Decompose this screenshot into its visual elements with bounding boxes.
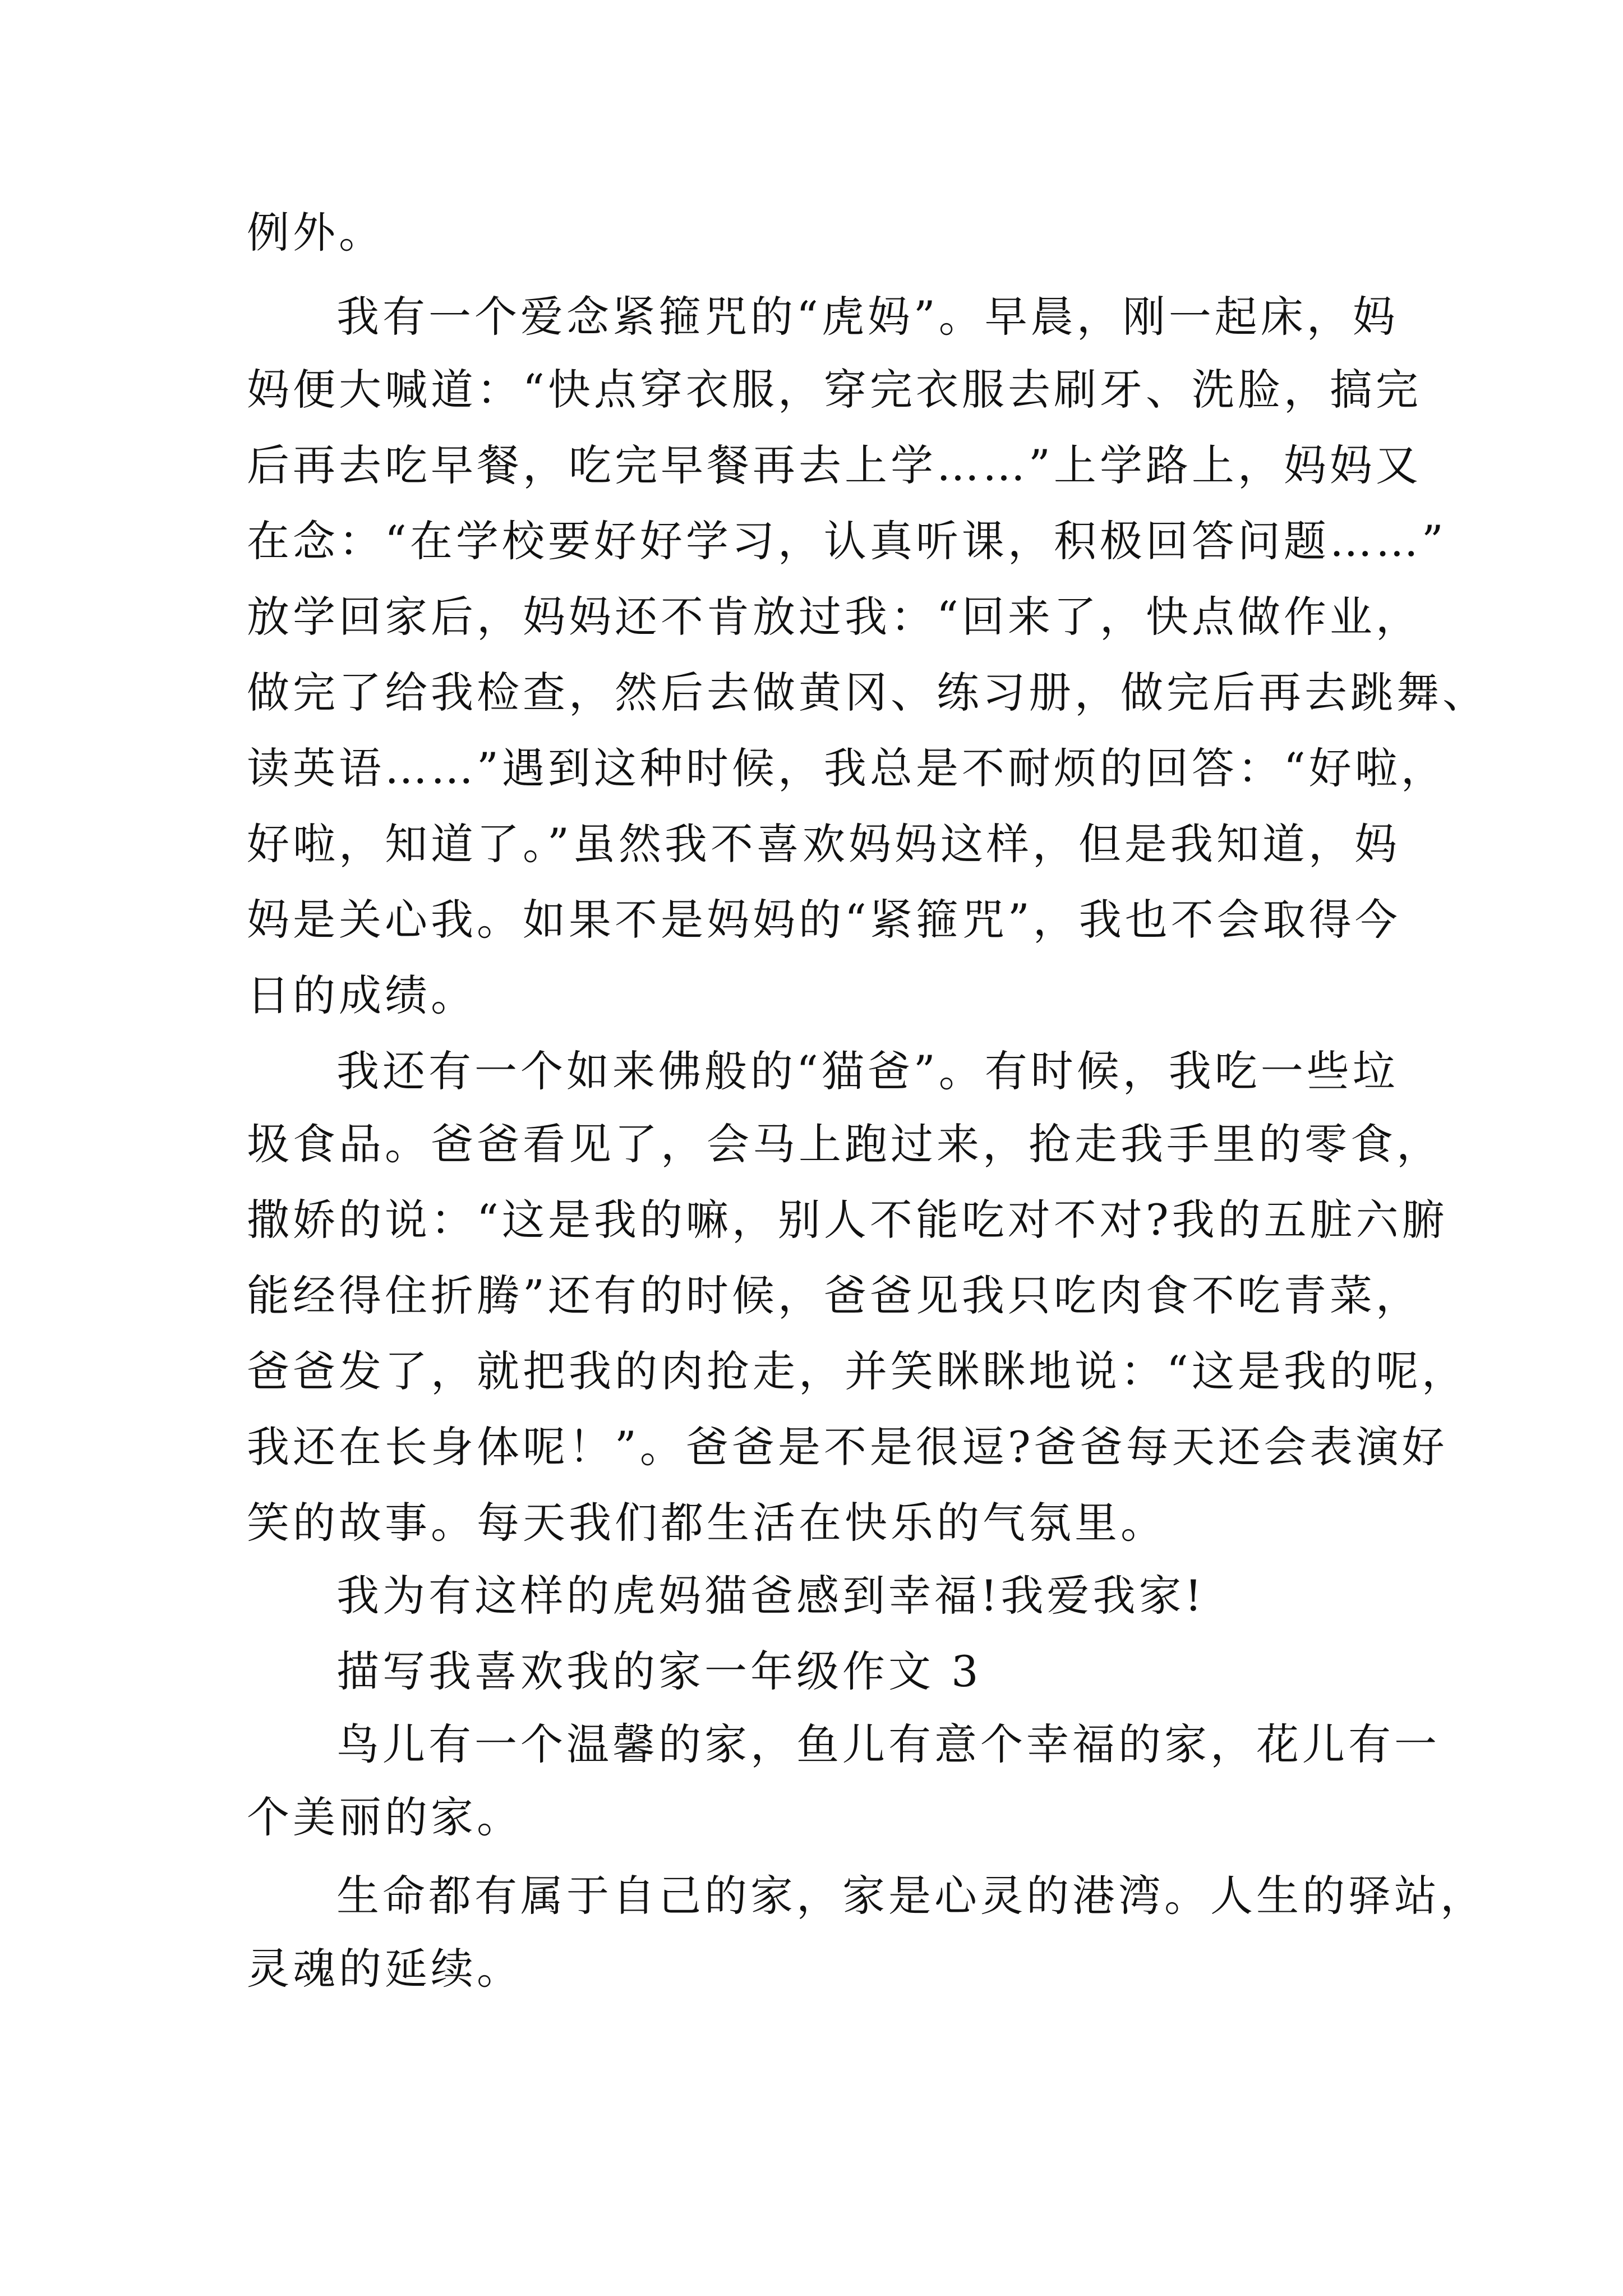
text-line: 日的成绩。 (247, 970, 477, 1020)
text-line: 例外。 (247, 208, 385, 257)
text-line: 读英语……”遇到这种时候，我总是不耐烦的回答：“好啦， (247, 743, 1447, 793)
text-line: 撒娇的说：“这是我的嘛，别人不能吃对不对?我的五脏六腑 (247, 1195, 1448, 1245)
text-line: 爸爸发了，就把我的肉抢走，并笑眯眯地说：“这是我的呢， (247, 1346, 1468, 1396)
text-line: 个美丽的家。 (247, 1792, 523, 1842)
paragraph-first-line: 我还有一个如来佛般的“猫爸”。有时候，我吃一些垃 (336, 1046, 1399, 1096)
text-line: 笑的故事。每天我们都生活在快乐的气氛里。 (247, 1498, 1166, 1548)
text-line: 灵魂的延续。 (247, 1944, 523, 1994)
text-line: 后再去吃早餐，吃完早餐再去上学……”上学路上，妈妈又 (247, 440, 1422, 490)
paragraph-first-line: 鸟儿有一个温馨的家，鱼儿有意个幸福的家，花儿有一 (336, 1719, 1440, 1769)
paragraph-first-line: 我为有这样的虎妈猫爸感到幸福!我爱我家! (336, 1571, 1206, 1621)
text-line: 我还在长身体呢！”。爸爸是不是很逗?爸爸每天还会表演好 (247, 1422, 1448, 1472)
text-line: 放学回家后，妈妈还不肯放过我：“回来了，快点做作业， (247, 592, 1422, 642)
paragraph-first-line: 我有一个爱念紧箍咒的“虎妈”。早晨，刚一起床，妈 (336, 292, 1399, 342)
text-line: 在念：“在学校要好好学习，认真听课，积极回答问题……” (247, 516, 1447, 566)
text-line: 圾食品。爸爸看见了，会马上跑过来，抢走我手里的零食， (247, 1119, 1442, 1169)
text-line: 做完了给我检查，然后去做黄冈、练习册，做完后再去跳舞、 (247, 668, 1488, 717)
text-line: 好啦，知道了。”虽然我不喜欢妈妈这样，但是我知道，妈 (247, 819, 1400, 869)
text-line: 能经得住折腾”还有的时候，爸爸见我只吃肉食不吃青菜， (247, 1271, 1422, 1320)
text-line: 妈是关心我。如果不是妈妈的“紧箍咒”，我也不会取得今 (247, 895, 1401, 945)
paragraph-first-line: 生命都有属于自己的家，家是心灵的港湾。人生的驿站， (336, 1871, 1486, 1921)
text-line: 妈便大喊道：“快点穿衣服，穿完衣服去刷牙、洗脸，搞完 (247, 365, 1422, 415)
section-heading: 描写我喜欢我的家一年级作文 3 (336, 1646, 982, 1696)
